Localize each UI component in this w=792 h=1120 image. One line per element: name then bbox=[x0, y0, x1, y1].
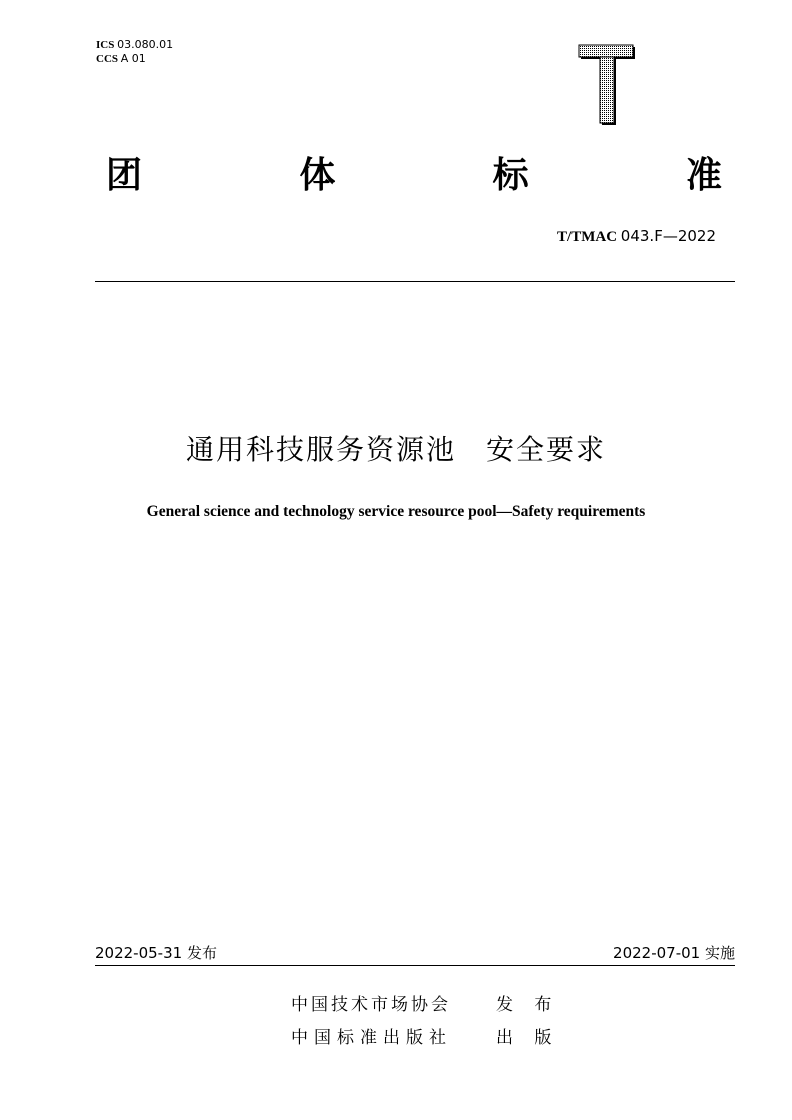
ics-value: 03.080.01 bbox=[117, 38, 174, 51]
ccs-value: A 01 bbox=[120, 52, 146, 65]
heading-char: 团 bbox=[106, 154, 143, 196]
standard-type-t-logo-icon bbox=[578, 44, 638, 126]
printer-role: 出 版 bbox=[496, 1028, 560, 1048]
heading-char: 体 bbox=[299, 154, 336, 196]
publisher-name: 中国技术市场协会 bbox=[291, 995, 451, 1015]
printer-name: 中国标准出版社 bbox=[291, 1028, 452, 1048]
ics-label: ICS bbox=[96, 39, 115, 51]
standard-code-number: 043.F—2022 bbox=[620, 227, 716, 245]
document-type-heading bbox=[106, 150, 722, 194]
ics-line bbox=[96, 38, 173, 52]
chinese-title: 通用科技服务资源池 安全要求 bbox=[185, 433, 606, 466]
english-title: General science and technology service resource pool—Safety requirements bbox=[146, 503, 646, 520]
bottom-divider bbox=[95, 965, 735, 966]
heading-char: 标 bbox=[492, 154, 529, 196]
ccs-label: CCS bbox=[96, 53, 119, 65]
ccs-line bbox=[96, 52, 173, 66]
release-date: 2022-05-31 发布 bbox=[95, 944, 217, 962]
standard-code-prefix: T/TMAC bbox=[557, 229, 618, 245]
implementation-date: 2022-07-01 实施 bbox=[613, 944, 735, 962]
publisher-role: 发 布 bbox=[496, 995, 560, 1015]
standard-code bbox=[557, 227, 716, 246]
classification-block bbox=[96, 38, 173, 66]
top-divider bbox=[95, 281, 735, 282]
heading-char: 准 bbox=[685, 154, 722, 196]
